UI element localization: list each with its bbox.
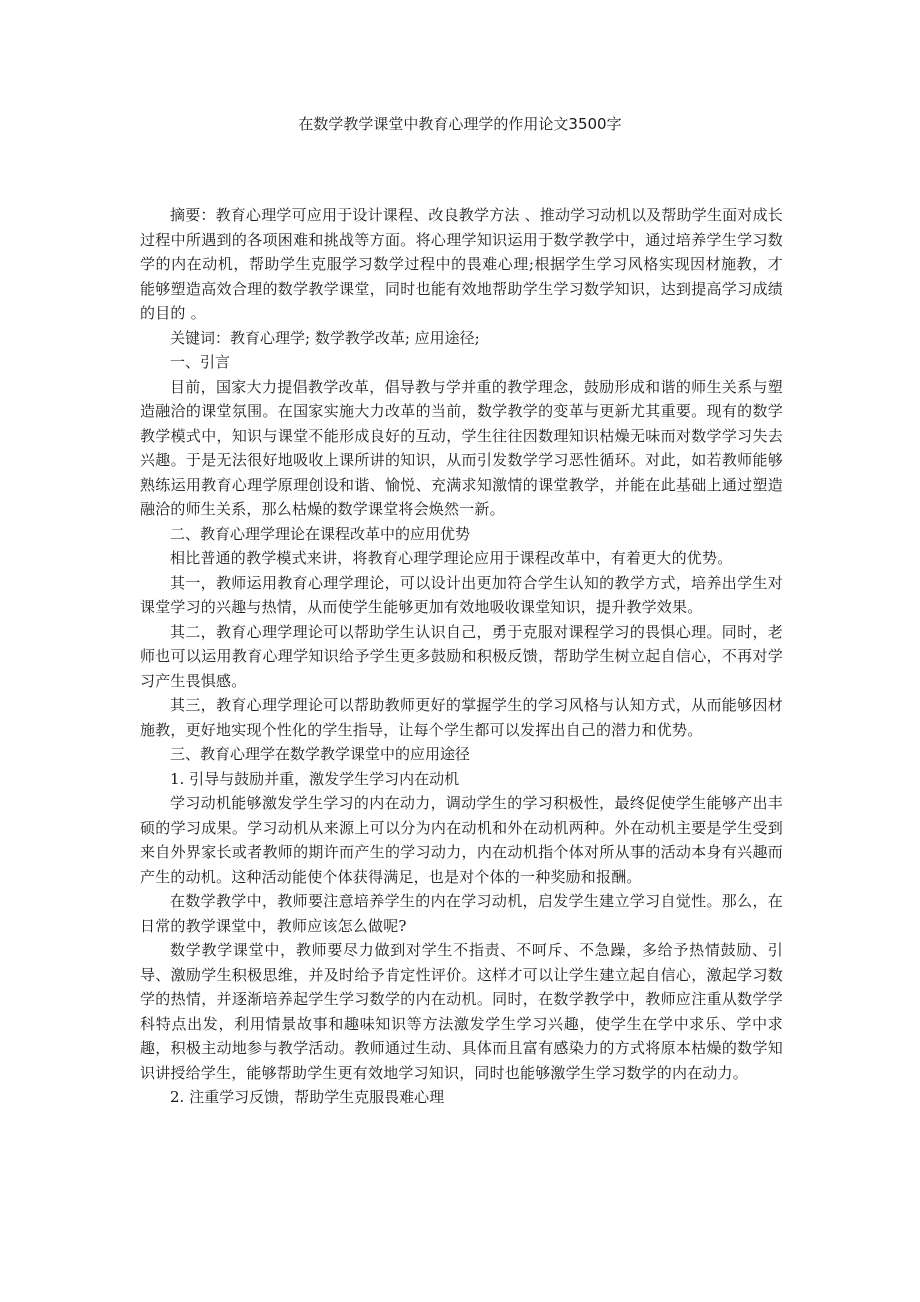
section-heading-advantages: 二、教育心理学理论在课程改革中的应用优势: [170, 524, 471, 543]
classroom-practice-paragraph: 数学教学课堂中，教师要尽力做到对学生不指责、不呵斥、不急躁，多给予热情鼓励、引导、激励学生积极思维，并及时给予肯定性评价。这样才可以让学生建立起自信心，激起学习数学的热情，并逐渐培养起学生学习数学的内在动机。同时，在数学教学中，教师应注重从数学学科特点出发，利用情景故事和趣味知识等方法激发学生学习兴趣，使学生在学中求乐、学中求趣，积极主动地参与教学活动。教师通过生动、具体而且富有感染力的方式将原本枯燥的数学知识讲授给学生，能够帮助学生更有效地学习知识，同时也能够激学生学习数学的内在动力。: [140, 941, 783, 1082]
advantage-three-paragraph: 其三，教育心理学理论可以帮助教师更好的掌握学生的学习风格与认知方式，从而能够因材施教，更好地实现个性化的学生指导，让每个学生都可以发挥出自己的潜力和优势。: [140, 696, 783, 739]
introduction-paragraph: 目前，国家大力提倡教学改革，倡导教与学并重的教学理念，鼓励形成和谐的师生关系与塑造融洽的课堂氛围。在国家实施大力改革的当前，数学教学的变革与更新尤其重要。现有的数学教学模式中，知识与课堂不能形成良好的互动，学生往往因数理知识枯燥无味而对数学学习失去兴趣。于是无法很好地吸收上课所讲的知识，从而引发数学学习恶性循环。对此，如若教师能够熟练运用教育心理学原理创设和谐、愉悦、充满求知激情的课堂教学，并能在此基础上通过塑造融洽的师生关系，那么枯燥的数学课堂将会焕然一新。: [140, 377, 783, 518]
abstract-paragraph: 摘要：教育心理学可应用于设计课程、改良教学方法 、推动学习动机以及帮助学生面对成长过程中所遇到的各项困难和挑战等方面。将心理学知识运用于数学教学中，通过培养学生学习数学的内在动机，帮助学生克服学习数学过程中的畏难心理;根据学生学习风格实现因材施教，才能够塑造高效合理的数学教学课堂，同时也能有效地帮助学生学习数学知识，达到提高学习成绩的目的 。: [140, 206, 783, 322]
document-body: [140, 203, 783, 1110]
motivation-paragraph: 学习动机能够激发学生学习的内在动力，调动学生的学习积极性，最终促使学生能够产出丰硕的学习成果。学习动机从来源上可以分为内在动机和外在动机两种。外在动机主要是学生受到来自外界家长或者教师的期许而产生的学习动力，内在动机指个体对所从事的活动本身有兴趣而产生的动机。这种活动能使个体获得满足，也是对个体的一种奖励和报酬。: [140, 794, 783, 886]
intrinsic-motivation-paragraph: 在数学教学中，教师要注意培养学生的内在学习动机，启发学生建立学习自觉性。那么，在日常的教学课堂中，教师应该怎么做呢?: [140, 892, 783, 935]
keywords-line: 关键词：教育心理学; 数学教学改革; 应用途径;: [170, 328, 480, 347]
subsection-heading-motivation: 1. 引导与鼓励并重，激发学生学习内在动机: [170, 769, 460, 788]
advantage-two-paragraph: 其二，教育心理学理论可以帮助学生认识自己，勇于克服对课程学习的畏惧心理。同时，老师也可以运用教育心理学知识给予学生更多鼓励和积极反馈，帮助学生树立起自信心，不再对学习产生畏惧感。: [140, 622, 783, 690]
section-heading-applications: 三、教育心理学在数学教学课堂中的应用途径: [170, 745, 471, 763]
subsection-heading-feedback: 2. 注重学习反馈，帮助学生克服畏难心理: [170, 1088, 445, 1106]
advantage-one-paragraph: 其一，教师运用教育心理学理论，可以设计出更加符合学生认知的教学方式，培养出学生对课堂学习的兴趣与热情，从而使学生能够更加有效地吸收课堂知识，提升教学效果。: [140, 573, 783, 616]
advantages-intro-paragraph: 相比普通的教学模式来讲，将教育心理学理论应用于课程改革中，有着更大的优势。: [170, 549, 733, 567]
document-title: 在数学教学课堂中教育心理学的作用论文3500字: [298, 115, 622, 133]
section-heading-introduction: 一、引言: [170, 353, 231, 371]
